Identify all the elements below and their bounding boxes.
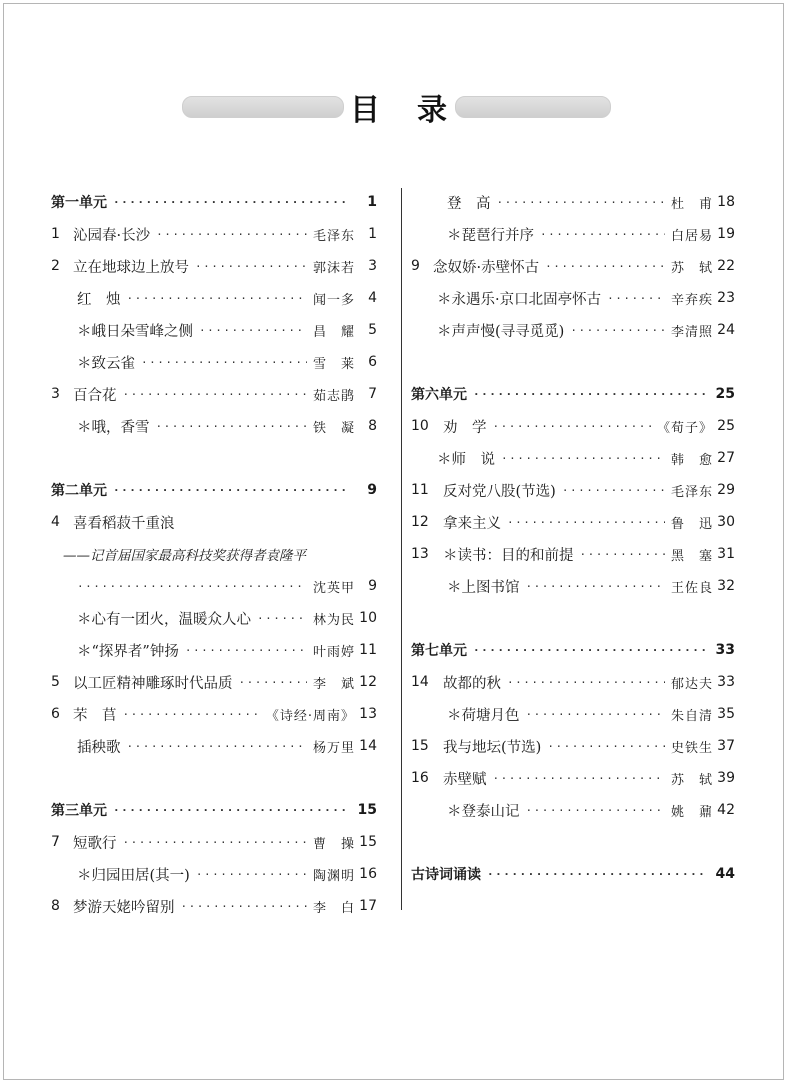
toc-entry[interactable] (411, 250, 735, 282)
author: 苏 轼 (670, 260, 713, 276)
toc-entry[interactable] (51, 506, 377, 538)
lesson-title: ＊致云雀 (77, 355, 135, 372)
page-number: 32 (717, 578, 735, 594)
page-number: 13 (359, 706, 377, 722)
leader-dots (196, 868, 307, 881)
leader-dots (580, 548, 665, 561)
toc-entry[interactable] (411, 538, 735, 570)
toc-unit-heading[interactable] (411, 634, 735, 666)
author: 鲁 迅 (670, 516, 713, 532)
lesson-title: ＊声声慢(寻寻觅觅) (437, 323, 565, 340)
toc-entry[interactable] (411, 218, 735, 250)
lesson-number: 8 (51, 898, 60, 914)
lesson-title: 短歌行 (73, 835, 117, 852)
page-number: 17 (359, 898, 377, 914)
lesson-title: 念奴娇·赤壁怀古 (433, 259, 540, 276)
unit-title: 第一单元 (51, 195, 107, 211)
lesson-title: ＊“探界者”钟扬 (77, 643, 179, 660)
lesson-title: ＊峨日朵雪峰之侧 (77, 323, 193, 340)
page-number: 15 (359, 834, 377, 850)
author: 曹 操 (312, 836, 355, 852)
leader-dots (127, 292, 307, 305)
leader-dots (526, 708, 665, 721)
lesson-title: 故都的秋 (443, 675, 501, 692)
leader-dots (497, 196, 665, 209)
unit-title: 第二单元 (51, 483, 107, 499)
leader-dots (195, 260, 307, 273)
lesson-title: ＊师 说 (437, 451, 495, 468)
leader-dots (493, 420, 651, 433)
lesson-title: ＊归园田居(其一) (77, 867, 190, 884)
leader-dots (141, 356, 307, 369)
page-number: 9 (368, 578, 377, 594)
author: 陶渊明 (312, 868, 355, 884)
page-number: 4 (368, 290, 377, 306)
leader-dots (473, 388, 707, 401)
page-number: 19 (717, 226, 735, 242)
lesson-number: 9 (411, 258, 420, 274)
author: 毛泽东 (670, 484, 713, 500)
leader-dots (123, 708, 260, 721)
lesson-number: 7 (51, 834, 60, 850)
author: 林为民 (312, 612, 355, 628)
lesson-title: 登 高 (447, 195, 491, 212)
page-number: 33 (717, 674, 735, 690)
lesson-title: 赤壁赋 (443, 771, 487, 788)
author: 朱自清 (670, 708, 713, 724)
author: 李 斌 (312, 676, 355, 692)
leader-dots (487, 868, 707, 881)
toc-entry[interactable] (51, 602, 377, 634)
page-number: 7 (368, 386, 377, 402)
lesson-title: 沁园春·长沙 (73, 227, 151, 244)
toc-entry[interactable] (411, 730, 735, 762)
author: 王佐良 (670, 580, 713, 596)
lesson-number: 5 (51, 674, 60, 690)
toc-entry[interactable] (411, 698, 735, 730)
toc-entry[interactable] (411, 314, 735, 346)
toc-unit-heading[interactable] (411, 378, 735, 410)
toc-entry[interactable] (51, 410, 377, 442)
leader-dots (526, 580, 665, 593)
toc-entry[interactable] (411, 570, 735, 602)
page-number: 30 (717, 514, 735, 530)
author: 史铁生 (670, 740, 713, 756)
toc-entry[interactable] (51, 730, 377, 762)
unit-title: 第七单元 (411, 643, 467, 659)
toc-entry[interactable] (411, 666, 735, 698)
lesson-number: 10 (411, 418, 429, 434)
lesson-title: 芣 苢 (73, 707, 117, 724)
toc-entry[interactable] (411, 762, 735, 794)
page-number: 8 (368, 418, 377, 434)
lesson-number: 11 (411, 482, 429, 498)
author: 昌 耀 (312, 324, 355, 340)
toc-header (0, 84, 790, 130)
leader-dots (526, 804, 665, 817)
lesson-title: 反对党八股(节选) (443, 483, 556, 500)
page-number: 15 (357, 802, 377, 818)
leader-dots (113, 196, 349, 209)
author: 苏 轼 (670, 772, 713, 788)
leader-dots (123, 388, 307, 401)
author: 《荀子》 (656, 420, 713, 436)
toc-entry[interactable] (51, 378, 377, 410)
unit-title: 第三单元 (51, 803, 107, 819)
leader-dots (493, 772, 665, 785)
lesson-title: 立在地球边上放号 (73, 259, 189, 276)
lesson-title: ＊心有一团火，温暖众人心 (77, 611, 251, 628)
leader-dots (501, 452, 665, 465)
author: 沈英甲 (312, 580, 355, 596)
toc-entry[interactable] (51, 282, 377, 314)
title-char-2: 录 (417, 93, 447, 128)
page-number: 27 (717, 450, 735, 466)
page-number: 3 (368, 258, 377, 274)
leader-dots (156, 228, 307, 241)
unit-title: 古诗词诵读 (411, 867, 481, 883)
page-number: 14 (359, 738, 377, 754)
toc-entry[interactable] (51, 250, 377, 282)
lesson-title: 喜看稻菽千重浪 (73, 515, 175, 532)
leader-dots (181, 900, 307, 913)
leader-dots (545, 260, 665, 273)
toc-unit-heading[interactable] (51, 186, 377, 218)
title-bar-right (455, 96, 611, 118)
unit-title: 第六单元 (411, 387, 467, 403)
lesson-title: 拿来主义 (443, 515, 501, 532)
toc-entry[interactable] (51, 218, 377, 250)
page-number: 16 (359, 866, 377, 882)
toc-entry[interactable] (51, 346, 377, 378)
lesson-title: ＊荷塘月色 (447, 707, 520, 724)
toc-entry[interactable] (411, 410, 735, 442)
author: 韩 愈 (670, 452, 713, 468)
page-number: 25 (717, 418, 735, 434)
toc-right-column (411, 186, 735, 890)
author: 茹志鹃 (312, 388, 355, 404)
toc-entry[interactable] (51, 698, 377, 730)
toc-entry[interactable] (51, 634, 377, 666)
author: 叶雨婷 (312, 644, 355, 660)
lesson-title: ＊哦，香雪 (77, 419, 150, 436)
leader-dots (507, 676, 665, 689)
lesson-number: 1 (51, 226, 60, 242)
leader-dots (239, 676, 307, 689)
toc-entry[interactable] (411, 506, 735, 538)
leader-dots (507, 516, 665, 529)
title-char-1: 目 (350, 93, 380, 128)
leader-dots (113, 804, 349, 817)
lesson-number: 3 (51, 386, 60, 402)
author: 郁达夫 (670, 676, 713, 692)
toc-entry-subtitle (51, 538, 377, 570)
author: 杜 甫 (670, 196, 713, 212)
toc-entry[interactable] (411, 442, 735, 474)
leader-dots (113, 484, 349, 497)
lesson-number: 4 (51, 514, 60, 530)
page-number: 44 (715, 866, 735, 882)
page-number: 22 (717, 258, 735, 274)
page-number: 39 (717, 770, 735, 786)
page-number: 10 (359, 610, 377, 626)
author: 雪 莱 (312, 356, 355, 372)
author: 黑 塞 (670, 548, 713, 564)
toc-entry[interactable] (51, 826, 377, 858)
leader-dots (77, 580, 307, 593)
lesson-title: 我与地坛(节选) (443, 739, 542, 756)
page-number: 1 (368, 226, 377, 242)
page-number: 37 (717, 738, 735, 754)
lesson-title: 劝 学 (443, 419, 487, 436)
column-divider (401, 188, 402, 910)
lesson-number: 16 (411, 770, 429, 786)
lesson-number: 2 (51, 258, 60, 274)
author: 姚 鼐 (670, 804, 713, 820)
page-number: 5 (368, 322, 377, 338)
lesson-number: 12 (411, 514, 429, 530)
page-number: 18 (717, 194, 735, 210)
leader-dots (127, 740, 307, 753)
author: 毛泽东 (312, 228, 355, 244)
title-bar-left (182, 96, 344, 118)
author: 辛弃疾 (670, 292, 713, 308)
toc-entry[interactable] (51, 314, 377, 346)
toc-unit-heading[interactable] (51, 474, 377, 506)
lesson-title: ＊读书：目的和前提 (443, 547, 574, 564)
lesson-title: ＊登泰山记 (447, 803, 520, 820)
lesson-title: ＊上图书馆 (447, 579, 520, 596)
page-number: 1 (367, 194, 377, 210)
lesson-title: ＊琵琶行并序 (447, 227, 534, 244)
toc-entry[interactable] (411, 474, 735, 506)
author: 闻一多 (312, 292, 355, 308)
toc-unit-heading[interactable] (51, 794, 377, 826)
leader-dots (562, 484, 665, 497)
toc-entry[interactable] (411, 186, 735, 218)
toc-entry[interactable] (51, 666, 377, 698)
toc-unit-heading[interactable] (411, 858, 735, 890)
leader-dots (156, 420, 307, 433)
toc-entry[interactable] (411, 794, 735, 826)
author: 杨万里 (312, 740, 355, 756)
page-number: 9 (367, 482, 377, 498)
lesson-title: ＊永遇乐·京口北固亭怀古 (437, 291, 602, 308)
page-title (342, 84, 455, 130)
author: 李 白 (312, 900, 355, 916)
leader-dots (185, 644, 307, 657)
lesson-number: 6 (51, 706, 60, 722)
toc-entry[interactable] (411, 282, 735, 314)
toc-left-column (51, 186, 377, 922)
page-number: 33 (715, 642, 735, 658)
page-number: 24 (717, 322, 735, 338)
page-number: 25 (715, 386, 735, 402)
author: 郭沫若 (312, 260, 355, 276)
page-number: 35 (717, 706, 735, 722)
page-number: 42 (717, 802, 735, 818)
lesson-number: 13 (411, 546, 429, 562)
leader-dots (199, 324, 307, 337)
leader-dots (570, 324, 665, 337)
lesson-title: 百合花 (73, 387, 117, 404)
leader-dots (547, 740, 665, 753)
lesson-number: 15 (411, 738, 429, 754)
page-number: 11 (359, 642, 377, 658)
leader-dots (257, 612, 307, 625)
author: 李清照 (670, 324, 713, 340)
lesson-title: 插秧歌 (77, 739, 121, 756)
lesson-number: 14 (411, 674, 429, 690)
author: 《诗经·周南》 (265, 708, 355, 724)
author: 白居易 (670, 228, 713, 244)
page-number: 12 (359, 674, 377, 690)
page-number: 31 (717, 546, 735, 562)
page-number: 23 (717, 290, 735, 306)
lesson-title: 梦游天姥吟留别 (73, 899, 175, 916)
leader-dots (123, 836, 307, 849)
author: 铁 凝 (312, 420, 355, 436)
toc-entry[interactable] (51, 858, 377, 890)
lesson-title: 以工匠精神雕琢时代品质 (73, 675, 233, 692)
page-number: 29 (717, 482, 735, 498)
page-number: 6 (368, 354, 377, 370)
leader-dots (473, 644, 707, 657)
lesson-subtitle: ——记首届国家最高科技奖获得者袁隆平 (63, 548, 306, 564)
leader-dots (607, 292, 665, 305)
toc-entry[interactable] (51, 570, 377, 602)
leader-dots (540, 228, 665, 241)
lesson-title: 红 烛 (77, 291, 121, 308)
toc-entry[interactable] (51, 890, 377, 922)
